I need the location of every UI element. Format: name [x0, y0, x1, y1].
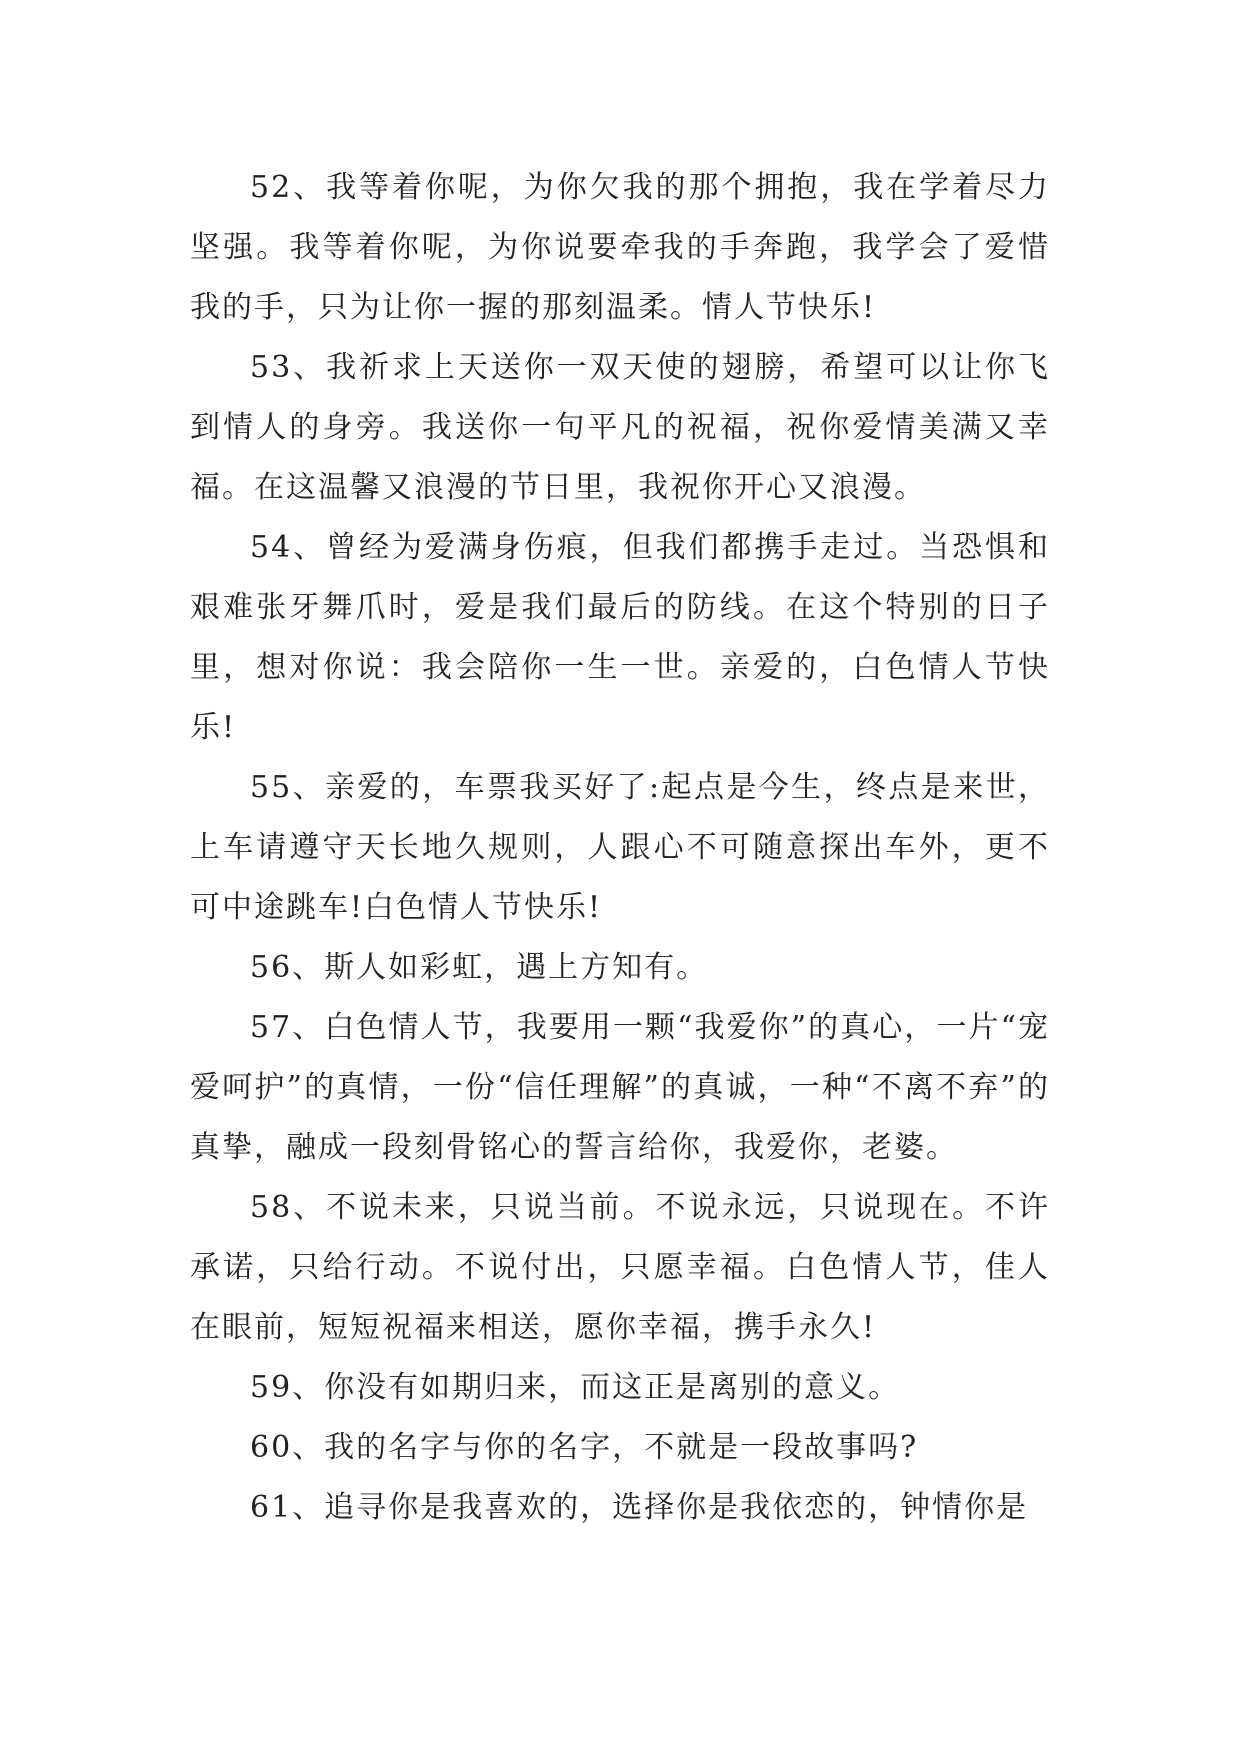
- paragraph-54: 54、曾经为爱满身伤痕，但我们都携手走过。当恐惧和艰难张牙舞爪时，爱是我们最后的防线。在这个特别的日子里，想对你说：我会陪你一生一世。亲爱的，白色情人节快乐!: [190, 530, 1050, 745]
- paragraph-61: 61、追寻你是我喜欢的，选择你是我依恋的，钟情你是: [250, 1490, 1029, 1525]
- paragraph-57: 57、白色情人节，我要用一颗“我爱你”的真心，一片“宠爱呵护”的真情，一份“信任理解”的真诚，一种“不离不弃”的真挚，融成一段刻骨铭心的誓言给你，我爱你，老婆。: [190, 1010, 1050, 1165]
- document-body: [190, 158, 1050, 1538]
- paragraph-58: 58、不说未来，只说当前。不说永远，只说现在。不许承诺，只给行动。不说付出，只愿幸福。白色情人节，佳人在眼前，短短祝福来相送，愿你幸福，携手永久!: [190, 1190, 1050, 1345]
- paragraph-53: 53、我祈求上天送你一双天使的翅膀，希望可以让你飞到情人的身旁。我送你一句平凡的祝福，祝你爱情美满又幸福。在这温馨又浪漫的节日里，我祝你开心又浪漫。: [190, 350, 1050, 505]
- paragraph-56: 56、斯人如彩虹，遇上方知有。: [250, 950, 709, 985]
- paragraph-52: 52、我等着你呢，为你欠我的那个拥抱，我在学着尽力坚强。我等着你呢，为你说要牵我的手奔跑，我学会了爱惜我的手，只为让你一握的那刻温柔。情人节快乐!: [190, 170, 1050, 325]
- paragraph-60: 60、我的名字与你的名字，不就是一段故事吗?: [250, 1430, 919, 1465]
- paragraph-55: 55、亲爱的，车票我买好了:起点是今生，终点是来世，上车请遵守天长地久规则，人跟心不可随意探出车外，更不可中途跳车!白色情人节快乐!: [190, 770, 1050, 925]
- paragraph-59: 59、你没有如期归来，而这正是离别的意义。: [250, 1370, 901, 1405]
